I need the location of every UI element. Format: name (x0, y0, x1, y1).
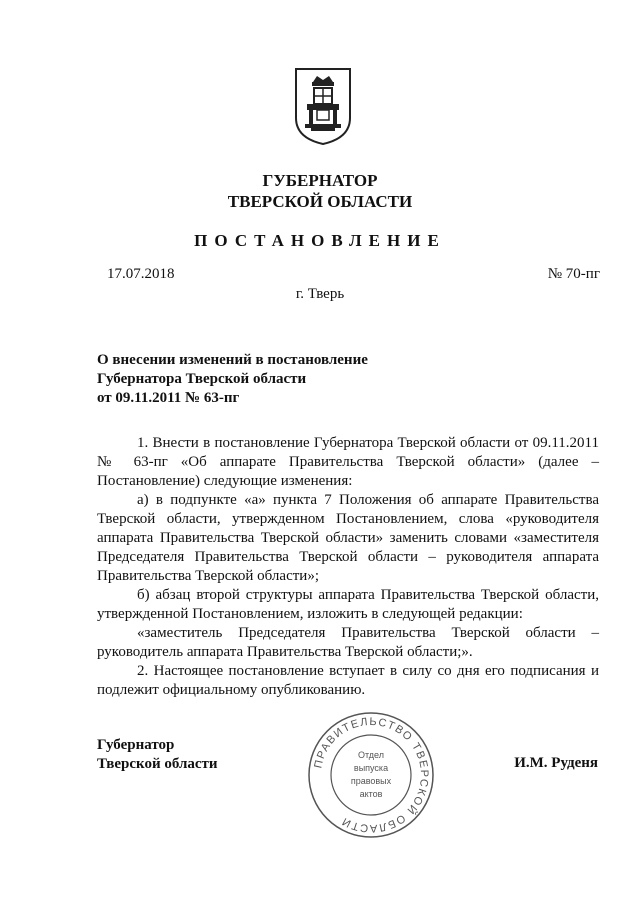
subject-line-2: Губернатора Тверской области (97, 371, 307, 387)
stamp-ring-text: ПРАВИТЕЛЬСТВО ТВЕРСКОЙ ОБЛАСТИ (312, 715, 431, 835)
coat-of-arms-emblem (293, 66, 353, 146)
signatory-title-line1: Губернатор (97, 737, 175, 753)
subject-line-3: от 09.11.2011 № 63-пг (97, 390, 240, 406)
issuer-title-line1: ГУБЕРНАТОР (262, 171, 378, 190)
document-number: № 70-пг (547, 266, 600, 282)
issuer-title-line2: ТВЕРСКОЙ ОБЛАСТИ (227, 192, 413, 211)
signatory-name: И.М. Руденя (514, 755, 598, 771)
document-body (97, 434, 599, 700)
subject-line-1: О внесении изменений в постановление (97, 352, 368, 368)
official-stamp (306, 710, 436, 840)
stamp-center-line-3: правовых (350, 776, 392, 786)
document-city: г. Тверь (295, 286, 345, 302)
body-paragraph-5: 2. Настоящее постановление вступает в силу со дня его подписания и подлежит официальному опубликованию. (97, 663, 599, 698)
signatory-title (97, 736, 218, 774)
signatory-title-line2: Тверской области (97, 756, 218, 772)
body-paragraph-3: б) абзац второй структуры аппарата Правительства Тверской области, утвержденной Постановлением, изложить в следующей редакции: (97, 587, 599, 622)
stamp-center-line-4: актов (359, 789, 383, 799)
body-paragraph-4: «заместитель Председателя Правительства Тверской области – руководитель аппарата Правительства Тверской области;». (97, 625, 599, 660)
stamp-center-line-2: выпуска (353, 763, 389, 773)
stamp-center-line-1: Отдел (357, 750, 385, 760)
body-paragraph-1: 1. Внести в постановление Губернатора Тверской области от 09.11.2011 № 63-пг «Об аппарате Правительства Тверской области» (далее – Постановление) следующие изменения: (97, 435, 599, 489)
body-paragraph-2: а) в подпункте «а» пункта 7 Положения об аппарате Правительства Тверской области, утвержденном Постановлением, слова «руководителя аппарата Правительства Тверской области» заменить словами «заместителя Председателя Правительства Тверской области – руководителя аппарата Правительства Тверской области»; (97, 492, 599, 584)
document-date: 17.07.2018 (107, 266, 175, 282)
document-subject (97, 351, 368, 408)
document-type: ПОСТАНОВЛЕНИЕ (194, 231, 446, 250)
